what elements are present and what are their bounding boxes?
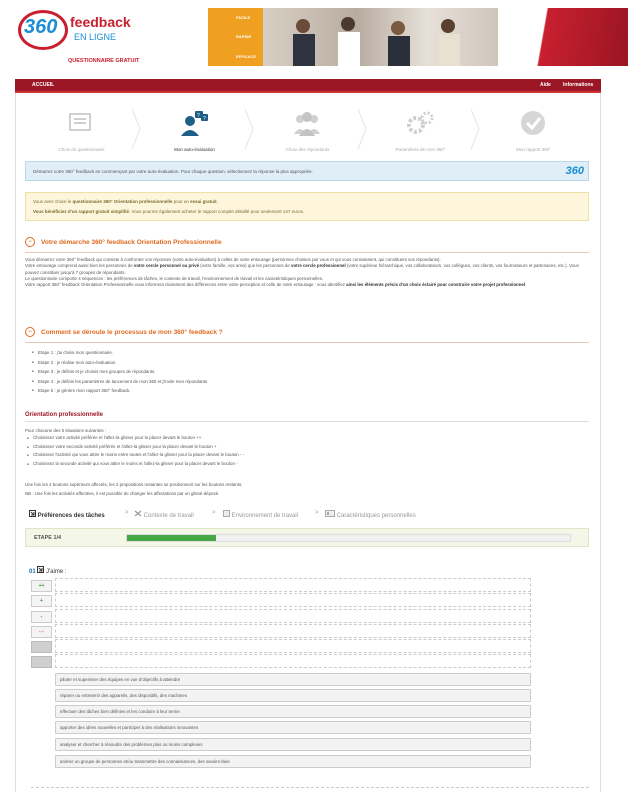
logo-en-ligne: EN LIGNE (74, 32, 117, 42)
etape-progress (25, 528, 589, 547)
draggable-activity[interactable]: apporter des idées nouvelles et participer à des réalisations innovantes (55, 721, 531, 734)
step-label: Choix des répondants (285, 147, 330, 152)
step-choix-repondants (251, 103, 364, 158)
list-item: ■ Choisissez votre seconde activité préférée et l'allez-la glisser pour la placer devant le bouton + (27, 443, 244, 452)
tagline: QUESTIONNAIRE GRATUIT (68, 58, 140, 64)
step-label: Mon auto-évaluation (174, 147, 215, 152)
top-navbar (15, 79, 601, 93)
user-question-icon (179, 110, 209, 136)
rank-button-plus-plus[interactable]: ++ (31, 580, 52, 592)
question-text: J'aime : (46, 569, 67, 575)
process-steps-list (32, 348, 208, 396)
logo[interactable] (18, 8, 138, 56)
banner-tag-rapide: RAPIDE (236, 34, 252, 39)
step-rapport (477, 103, 590, 158)
orientation-note-2: NB : Une fois les activités affectées, il est possible de changer les affectations par un glissé-déposé. (25, 491, 220, 496)
group-icon (292, 110, 322, 136)
draggable-activity[interactable]: animer un groupe de personnes et/ou transmettre des connaissances, des savoirs-faire (55, 755, 531, 768)
draggable-activity[interactable]: analyser et chercher à résoudre des problèmes plus ou moins complexes (55, 738, 531, 751)
drop-slot[interactable] (55, 593, 531, 607)
divider (31, 787, 589, 788)
banner-red-band (498, 8, 628, 66)
list-item: ■ Choisissez votre activité préférée et l'allez-la glisser pour la placer devant le bouton ++ (27, 434, 244, 443)
drag-icon (29, 510, 36, 517)
draggable-activity[interactable]: piloter et superviser des équipes en vue d'objectifs à atteindre (55, 673, 531, 686)
rank-button-plus[interactable]: + (31, 595, 52, 607)
building-icon (223, 510, 230, 517)
rank-button-empty[interactable] (31, 656, 52, 668)
drop-slot[interactable] (55, 624, 531, 638)
banner-orange-strip (208, 8, 263, 66)
header-banner (208, 8, 628, 66)
list-item: ■ Choisissez l'activité qui vous attire le moins entre toutes et l'allez-la glisser pour la placer devant le bouton - - (27, 451, 244, 460)
step-label: Mon rapport 360° (516, 147, 551, 152)
drag-icon (37, 566, 44, 573)
section-demarche-text: Vous démarrez votre 360° feedback qui consiste à confronter vos réponses (votre auto-évaluation) à celles de votre entourage (personnes choisies par vous et qui vous connaissent, qui constituent vos répondants). Votre entourage comprend aussi bien les personnes de votre cercle personnel ou privé (votre famille, vos amis) que les personnes de votre cercle professionnel (votre supérieur hiérarchique, vos collaborateurs, vos collègues, vos clients, vos fournisseurs et partenaires, etc.). Vous pouvez constituer jusqu'à 7 groupes de répondants. Le questionnaire comporte 4 séquences : les préférences de tâches, le contexte de travail, l'environnement de travail et les caractéristiques personnelles. Votre rapport 360° feedback Orientation Professionnelle vous informera clairement des différences entre votre perception et celle de votre entourage : vous identifiez ainsi les éléments précis d'un choix éclairé pour construire votre projet professionnel. (25, 257, 579, 288)
tab-separator: > (315, 510, 319, 516)
rank-button-empty[interactable] (31, 641, 52, 653)
tab-contexte[interactable]: Contexte de travail (134, 510, 194, 519)
orientation-intro: Pour chacune des 5 situations suivantes : (25, 428, 107, 433)
essai-line-2: Vous bénéficiez d'un rapport gratuit simplifié. Vous pourrez également acheter le rapport complet détaillé pour seulement 147 euros. (33, 209, 305, 214)
orientation-instructions (27, 434, 244, 468)
step-label: Choix du questionnaire (58, 147, 105, 152)
info-box-essai (25, 192, 589, 221)
site-header (0, 0, 633, 78)
essai-line-1: Vous avez choisi le questionnaire 360° Orientation professionnelle pour un essai gratuit. (33, 199, 218, 204)
tools-icon (134, 510, 142, 517)
question-label (29, 566, 67, 575)
list-item: ■ Etape 2 : je réalise mon auto-évaluation. (32, 358, 208, 368)
section-title: Comment se déroule le processus de mon 360° feedback ? (41, 329, 223, 336)
drop-slot[interactable] (55, 609, 531, 623)
divider (25, 421, 589, 422)
progress-steps (25, 103, 590, 158)
list-item: ■ Choisissez la seconde activité qui vous attire le moins et l'allez-la glisser pour la placer devant le bouton - (27, 460, 244, 469)
drop-slot[interactable] (55, 639, 531, 653)
logo-number: 360 (24, 16, 58, 38)
tab-separator: > (212, 510, 216, 516)
list-item: ■ Etape 5 : je génère mon rapport 360° feedback. (32, 386, 208, 396)
section-processus-header[interactable] (25, 326, 589, 340)
collapse-icon[interactable]: − (25, 237, 35, 247)
list-item: ■ Etape 1 : j'ai choisi mon questionnaire. (32, 348, 208, 358)
divider (25, 252, 589, 253)
id-card-icon (325, 510, 335, 517)
nav-aide[interactable]: Aide (540, 82, 551, 88)
progress-bar (126, 534, 571, 542)
svg-text:?: ? (203, 116, 206, 122)
divider (25, 342, 589, 343)
svg-text:?: ? (197, 113, 200, 119)
gears-icon (405, 110, 435, 136)
etape-label: ETAPE 1/4 (34, 535, 62, 541)
banner-tag-facile: FACILE (236, 15, 251, 20)
orientation-title: Orientation professionnelle (25, 412, 104, 418)
info-text: Démarrez votre 360° feedback en commençant par votre auto-évaluation. Pour chaque question, sélectionnez la réponse la plus appropriée. (33, 169, 313, 174)
step-choix-questionnaire (25, 103, 138, 158)
section-demarche-header[interactable] (25, 236, 589, 250)
info-box-instructions (25, 161, 589, 181)
step-label: Paramètres de mon 360° (395, 147, 446, 152)
nav-informations[interactable]: Informations (563, 82, 594, 88)
banner-photo (263, 8, 498, 66)
tab-separator: > (125, 510, 129, 516)
logo-feedback: feedback (70, 14, 131, 30)
tab-environnement[interactable]: Environnement de travail (223, 510, 298, 519)
step-parametres (364, 103, 477, 158)
badge-360: 360 (565, 165, 584, 177)
checkmark-icon (518, 110, 548, 136)
list-item: ■ Etape 3 : je définis et je choisis mes groupes de répondants. (32, 367, 208, 377)
questionnaire-icon (66, 110, 96, 136)
drop-slot[interactable] (55, 654, 531, 668)
step-auto-evaluation (138, 103, 251, 158)
rank-button-minus[interactable]: - (31, 611, 52, 623)
draggable-activity[interactable]: réparer ou entretenir des appareils, des dispositifs, des machines (55, 689, 531, 702)
collapse-icon[interactable]: − (25, 327, 35, 337)
question-number: 01 (29, 569, 36, 575)
section-title: Votre démarche 360° feedback Orientation Professionnelle (41, 239, 222, 246)
tab-preferences[interactable]: Préférences des tâches (29, 510, 105, 519)
progress-bar-fill (127, 535, 216, 541)
nav-accueil[interactable]: ACCUEIL (32, 82, 55, 88)
tab-caracteristiques[interactable]: Caractéristiques personnelles (325, 510, 416, 519)
rank-button-minus-minus[interactable]: - - (31, 626, 52, 638)
drop-slot[interactable] (55, 578, 531, 592)
banner-tag-efficace: EFFICACE (236, 54, 256, 59)
list-item: ■ Etape 4 : je définis les paramètres de lancement de mon 360 et j'invite mes répondants. (32, 377, 208, 387)
draggable-activity[interactable]: effectuer des tâches bien définies et les conduire à leur terme (55, 705, 531, 718)
orientation-note-1: Une fois les 4 boutons supérieurs affectés, les 2 propositions restantes se positionnent sur les boutons restants. (25, 482, 243, 487)
